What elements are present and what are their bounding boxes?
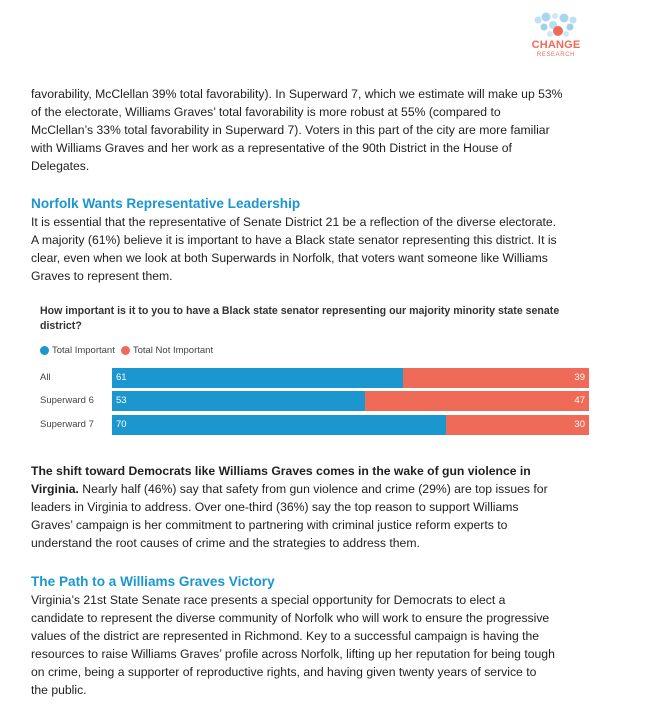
chart-legend [40, 345, 219, 356]
stacked-bar [112, 415, 589, 435]
bar-segment-not-important [446, 415, 589, 435]
text-line: values of the district are represented in Richmond. Key to a successful campaign is having the [31, 628, 540, 643]
section1-paragraph [31, 214, 599, 286]
logo-name: CHANGE [531, 39, 581, 51]
text-line: Graves’ campaign is her commitment to partnering with criminal justice reform experts to [31, 517, 508, 532]
text-line: It is essential that the representative of Senate District 21 be a reflection of the diverse electorate. [31, 215, 557, 229]
section-heading-representative-leadership: Norfolk Wants Representative Leadership [31, 196, 301, 211]
bar-value-label: 47 [574, 395, 585, 406]
legend-label-important: Total Important [52, 345, 115, 356]
text-line: resources to raise Williams Graves’ profile across Norfolk, lifting up her reputation for being tough [31, 646, 555, 661]
bar-value-label: 53 [116, 395, 127, 406]
bar-segment-important [112, 368, 403, 388]
bar-segment-important [112, 415, 446, 435]
text-line: Delegates. [31, 158, 90, 173]
bar-segment-important [112, 391, 365, 411]
legend-item-not-important [121, 345, 213, 356]
bar-value-label: 70 [116, 419, 127, 430]
text-line: McClellan’s 33% total favorability in Superward 7). Voters in this part of the city are more familiar [31, 122, 550, 137]
text-line: Graves to represent them. [31, 268, 173, 283]
text-line: candidate to represent the diverse community of Norfolk who will work to ensure the progressive [31, 610, 550, 625]
bar-segment-not-important [403, 368, 589, 388]
text-line: leaders in Virginia to address. Over one-third (36%) say the top reason to support Williams [31, 499, 519, 514]
legend-label-not-important: Total Not Important [132, 345, 214, 356]
text-line: Nearly half (46%) say that safety from gun violence and crime (29%) are top issues for [78, 481, 548, 496]
text-line: understand the root causes of crime and the strategies to address them. [31, 535, 420, 550]
bold-lead-line: Virginia. [31, 481, 79, 496]
text-line: favorability, McClellan 39% total favorability). In Superward 7, which we estimate will make up 53% [31, 87, 563, 101]
bold-lead-line: The shift toward Democrats like Williams Graves comes in the wake of gun violence in [31, 464, 531, 478]
text-line: on crime, being a supporter of reproductive rights, and having given twenty years of service to [31, 664, 537, 679]
text-line: Virginia’s 21st State Senate race presents a special opportunity for Democrats to elect a [31, 593, 506, 607]
chart-row [40, 415, 589, 435]
bar-value-label: 39 [574, 372, 585, 383]
text-line: of the electorate, Williams Graves’ total favorability is more robust at 55% (compared to [31, 104, 501, 119]
section2-paragraph [31, 463, 599, 553]
section3-paragraph [31, 592, 599, 699]
legend-swatch-important [40, 346, 49, 355]
change-research-logo [524, 12, 588, 62]
legend-swatch-not-important [121, 346, 130, 355]
chart-row [40, 391, 589, 411]
chart-category-label: Superward 6 [40, 395, 94, 406]
chart-category-label: Superward 7 [40, 419, 94, 430]
text-line: with Williams Graves and her work as a representative of the 90th District in the House of [31, 140, 512, 155]
chart-title: How important is it to you to have a Black state senator representing our majority minority state senate district? [40, 305, 560, 332]
bar-segment-not-important [365, 391, 589, 411]
chart-category-label: All [40, 372, 51, 383]
logo-subtitle: RESEARCH [536, 52, 576, 58]
chart-row [40, 368, 589, 388]
text-line: the public. [31, 682, 87, 697]
legend-item-important [40, 345, 115, 356]
text-line: clear, even when we look at both Superwards in Norfolk, that voters want someone like Williams [31, 250, 548, 265]
text-line: A majority (61%) believe it is important to have a Black state senator representing this district. It is [31, 232, 557, 247]
bar-value-label: 61 [116, 372, 127, 383]
stacked-bar [112, 368, 589, 388]
logo-dots-icon [524, 12, 588, 42]
intro-paragraph [31, 86, 599, 176]
section-heading-path-to-victory: The Path to a Williams Graves Victory [31, 574, 275, 589]
bar-value-label: 30 [574, 419, 585, 430]
stacked-bar [112, 391, 589, 411]
